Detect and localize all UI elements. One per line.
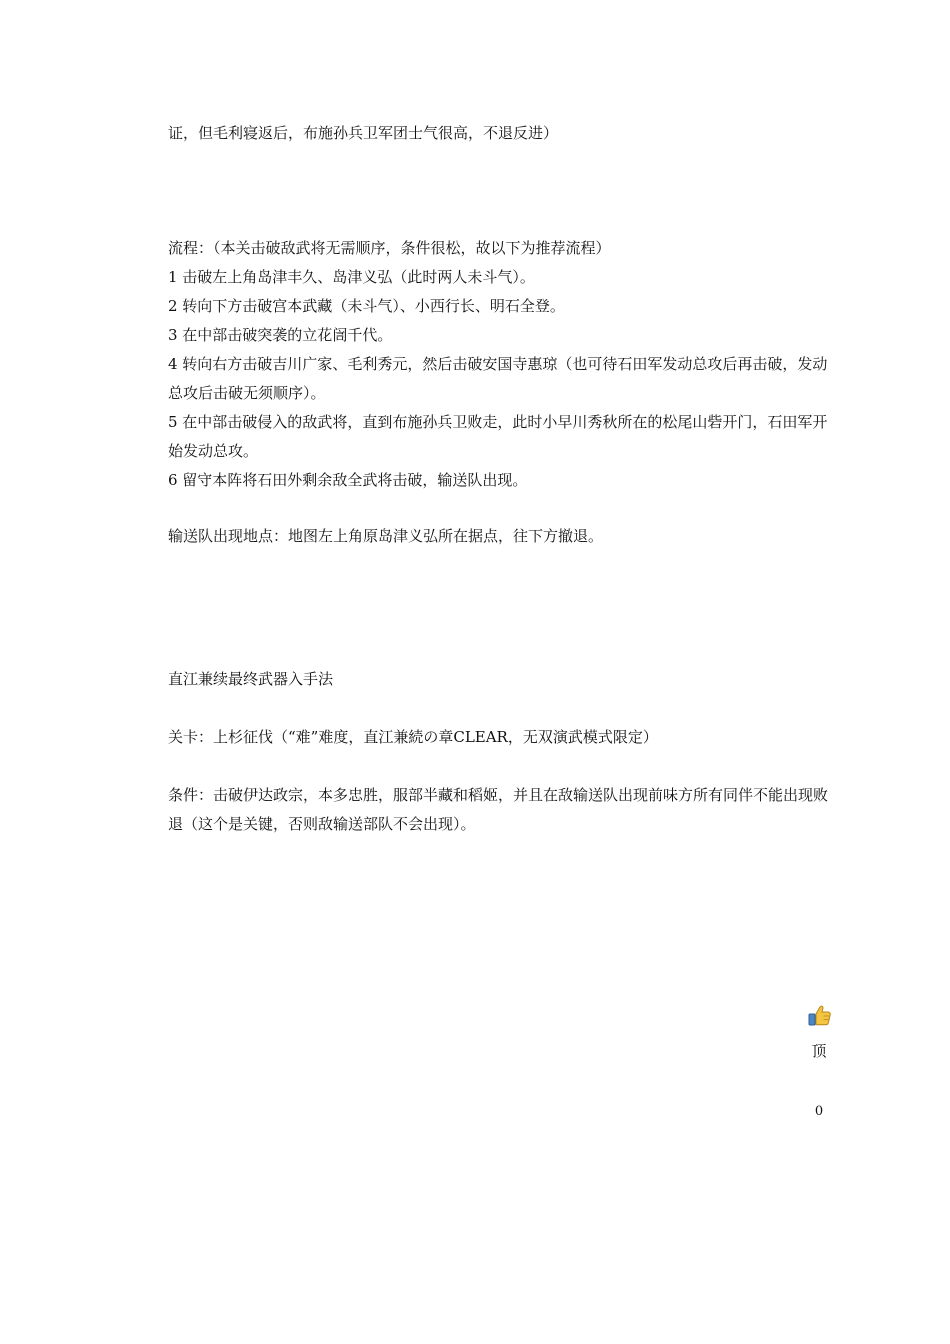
condition-info: 条件：击破伊达政宗，本多忠胜，服部半藏和稻姬，并且在敌输送队出现前味方所有同伴不能出现败退（这个是关键，否则敌输送部队不会出现）。 [168, 786, 829, 833]
flow-step-3: 3 在中部击破突袭的立花訚千代。 [168, 326, 393, 344]
like-button-label[interactable]: 顶 [811, 1042, 827, 1060]
flow-step-1: 1 击破左上角岛津丰久、岛津义弘（此时两人未斗气）。 [168, 268, 535, 286]
flow-title: 流程：（本关击破敌武将无需顺序，条件很松，故以下为推荐流程） [168, 239, 611, 257]
like-count: 0 [814, 1104, 824, 1119]
flow-step-2: 2 转向下方击破宫本武藏（未斗气）、小西行长、明石全登。 [168, 297, 565, 315]
paragraph-intro-tail: 证，但毛利寝返后，布施孙兵卫军团士气很高，不退反进） [168, 124, 559, 142]
flow-step-6: 6 留守本阵将石田外剩余敌全武将击破，输送队出现。 [168, 471, 528, 489]
section-title: 直江兼续最终武器入手法 [168, 670, 334, 688]
stage-info: 关卡：上杉征伐（“难”难度，直江兼続の章CLEAR，无双演武模式限定） [168, 728, 658, 746]
flow-step-5: 5 在中部击破侵入的敌武将，直到布施孙兵卫败走，此时小早川秀秋所在的松尾山砦开门，石田军开始发动总攻。 [168, 413, 828, 460]
flow-step-4: 4 转向右方击破吉川广家、毛利秀元，然后击破安国寺惠琼（也可待石田军发动总攻后再击破，发动总攻后击破无须顺序）。 [168, 355, 828, 402]
thumbs-up-icon[interactable] [808, 1003, 832, 1027]
transport-location: 输送队出现地点：地图左上角原岛津义弘所在据点，往下方撤退。 [168, 527, 604, 545]
